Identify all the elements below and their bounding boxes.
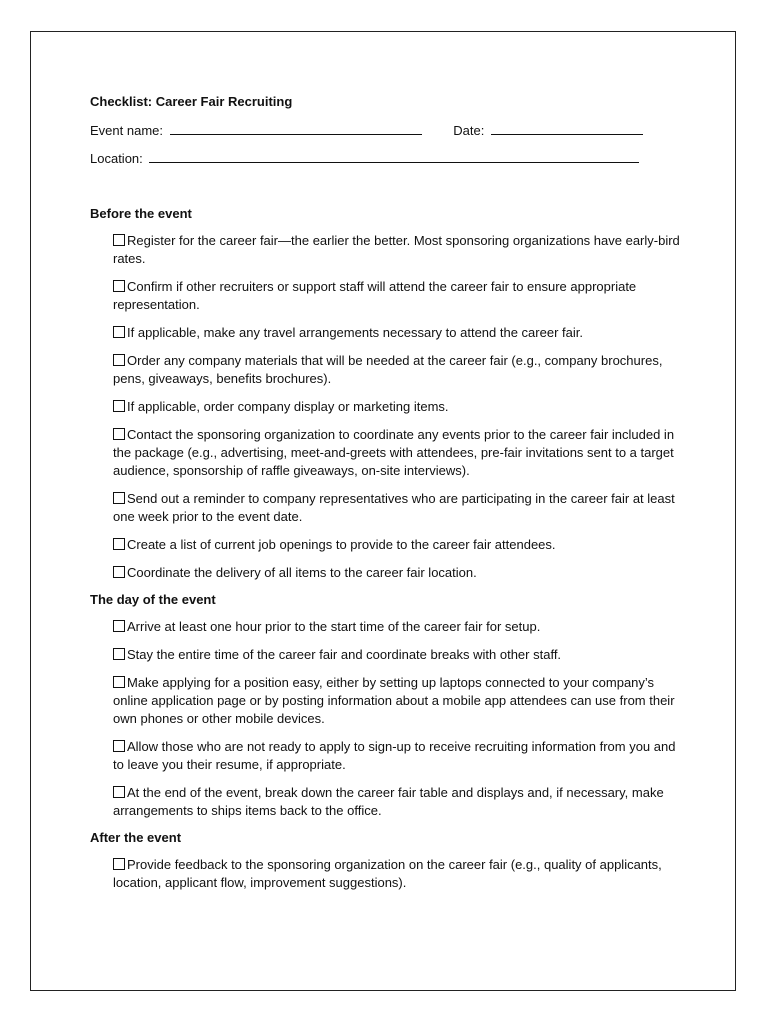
checklist-item: [113, 324, 680, 342]
document-content: [90, 94, 680, 892]
date-label: Date:: [453, 123, 485, 138]
checklist-item: [113, 646, 680, 664]
checkbox[interactable]: [113, 354, 125, 366]
checklist-item-text: Order any company materials that will be needed at the career fair (e.g., company brochures, pens, giveaways, benefits brochures).: [113, 353, 663, 386]
checklist-item-text: At the end of the event, break down the career fair table and displays and, if necessary, make arrangements to ships items back to the office.: [113, 785, 664, 818]
checklist: [90, 618, 680, 820]
checklist-item-text: Coordinate the delivery of all items to the career fair location.: [127, 565, 477, 580]
checklist-item-text: Provide feedback to the sponsoring organization on the career fair (e.g., quality of applicants, location, applicant flow, improvement suggestions).: [113, 857, 662, 890]
checkbox[interactable]: [113, 280, 125, 292]
checkbox[interactable]: [113, 858, 125, 870]
checklist-item-text: Contact the sponsoring organization to coordinate any events prior to the career fair included in the package (e.g., advertising, meet-and-greets with attendees, pre-fair invitations sent to a target audience, sponsorship of raffle giveaways, on-site interviews).: [113, 427, 675, 478]
document-title: Checklist: Career Fair Recruiting: [90, 94, 293, 109]
checklist-item-text: If applicable, make any travel arrangements necessary to attend the career fair.: [127, 325, 583, 340]
checkbox[interactable]: [113, 326, 125, 338]
checklist-item: [113, 564, 680, 582]
checklist-item-text: Stay the entire time of the career fair and coordinate breaks with other staff.: [127, 647, 562, 662]
checklist-item-text: Send out a reminder to company representatives who are participating in the career fair at least one week prior to the event date.: [113, 491, 675, 524]
checkbox[interactable]: [113, 428, 125, 440]
checklist-item: [113, 232, 680, 268]
checklist-item-text: Register for the career fair—the earlier the better. Most sponsoring organizations have early-bird rates.: [113, 233, 680, 266]
checkbox[interactable]: [113, 740, 125, 752]
location-label: Location:: [90, 151, 143, 166]
section-heading: Before the event: [90, 206, 192, 221]
location-row: [90, 150, 680, 166]
section-heading: After the event: [90, 830, 182, 845]
checklist-item: [113, 490, 680, 526]
checkbox[interactable]: [113, 538, 125, 550]
checkbox[interactable]: [113, 492, 125, 504]
checklist-item: [113, 738, 680, 774]
checklist-item: [113, 674, 680, 728]
checkbox[interactable]: [113, 566, 125, 578]
checklist-item: [113, 856, 680, 892]
checkbox[interactable]: [113, 234, 125, 246]
section-heading: The day of the event: [90, 592, 216, 607]
checklist-item: [113, 278, 680, 314]
checklist: [90, 232, 680, 582]
checklist-item-text: Create a list of current job openings to provide to the career fair attendees.: [127, 537, 556, 552]
checklist-item-text: Make applying for a position easy, either by setting up laptops connected to your company’s online application page or by posting information about a mobile app attendees can use from their own phones or other mobile devices.: [113, 675, 675, 726]
event-name-label: Event name:: [90, 123, 163, 138]
checkbox[interactable]: [113, 786, 125, 798]
date-field[interactable]: [491, 122, 643, 135]
event-name-field[interactable]: [170, 122, 422, 135]
checklist-item-text: If applicable, order company display or marketing items.: [127, 399, 449, 414]
checkbox[interactable]: [113, 620, 125, 632]
checklist-item-text: Allow those who are not ready to apply to sign-up to receive recruiting information from you and to leave you their resume, if appropriate.: [113, 739, 676, 772]
checkbox[interactable]: [113, 400, 125, 412]
location-field[interactable]: [149, 150, 639, 163]
event-date-row: [90, 122, 680, 138]
checklist: [90, 856, 680, 892]
checklist-item: [113, 784, 680, 820]
checklist-sections: [90, 206, 680, 892]
checklist-item: [113, 352, 680, 388]
checklist-item: [113, 618, 680, 636]
checklist-item-text: Arrive at least one hour prior to the start time of the career fair for setup.: [127, 619, 541, 634]
checklist-item-text: Confirm if other recruiters or support staff will attend the career fair to ensure appropriate representation.: [113, 279, 637, 312]
checkbox[interactable]: [113, 648, 125, 660]
checklist-item: [113, 536, 680, 554]
checklist-item: [113, 398, 680, 416]
date-group: [453, 122, 643, 139]
checkbox[interactable]: [113, 676, 125, 688]
checklist-item: [113, 426, 680, 480]
document-page: [30, 31, 736, 991]
